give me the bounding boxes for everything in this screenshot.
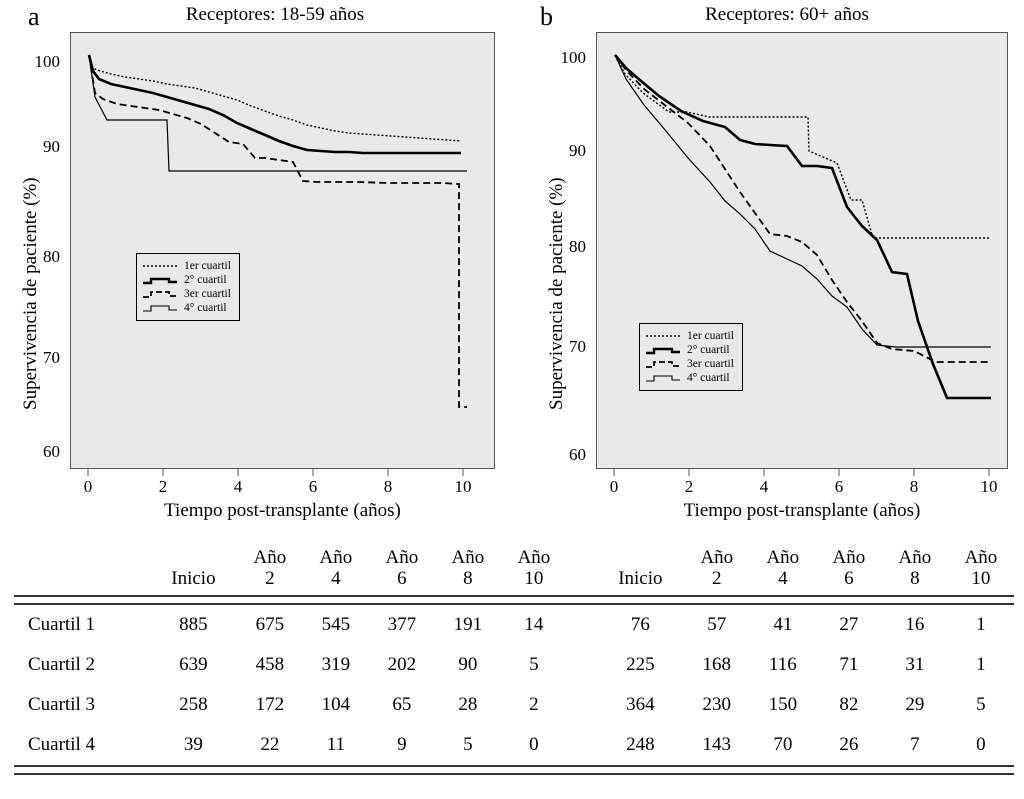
- table-cell: 1: [976, 654, 986, 675]
- legend-label: 4° cuartil: [184, 302, 227, 314]
- panel-a: [0, 0, 512, 545]
- legend-key-solid-thick-icon: [645, 344, 681, 356]
- table-header-cell: Año 4: [766, 547, 800, 589]
- table-row-label: Cuartil 1: [28, 614, 96, 635]
- table-cell: 639: [179, 654, 208, 675]
- panel-a-letter: a: [28, 2, 40, 31]
- table-cell: 319: [321, 654, 351, 675]
- panel-b-letter: b: [540, 2, 553, 31]
- panel-b-plot-area: [596, 32, 1008, 469]
- panel-a-xtick-2: 2: [158, 477, 168, 496]
- legend-item: [142, 301, 231, 315]
- table-row-label: Cuartil 3: [28, 694, 96, 715]
- legend-item: [645, 357, 734, 371]
- legend-item: [645, 329, 734, 343]
- table-cell: 0: [529, 734, 539, 755]
- table-cell: 16: [905, 614, 925, 635]
- table-cell: 9: [397, 734, 407, 755]
- panel-b-legend: [639, 323, 743, 391]
- table-cell: 7: [910, 734, 920, 755]
- table-column-gap: [567, 645, 597, 685]
- table-cell: 29: [905, 694, 925, 715]
- legend-key-dotted-icon: [142, 260, 178, 272]
- table-footer-rule: [14, 766, 1014, 774]
- legend-item: [645, 343, 734, 357]
- panel-a-xtick-6: 6: [308, 477, 318, 496]
- table-header-cell: Año 2: [253, 547, 287, 589]
- table-cell: 172: [255, 694, 285, 715]
- panel-b-xtick-8: 8: [909, 477, 919, 496]
- table-cell: 65: [392, 694, 412, 715]
- panel-a-ytick-90: 90: [43, 137, 60, 156]
- table-cell: 22: [260, 734, 280, 755]
- legend-item: [142, 259, 231, 273]
- panel-b-xtick-4: 4: [759, 477, 769, 496]
- panel-a-xtick-marks: [70, 469, 496, 477]
- table-cell: 26: [839, 734, 859, 755]
- panel-b-xtick-2: 2: [684, 477, 694, 496]
- table-header-cell: Año 2: [700, 547, 734, 589]
- table-cell: 76: [630, 614, 650, 635]
- table-header-cell: Año 6: [832, 547, 866, 589]
- table-cell: 90: [458, 654, 478, 675]
- panel-a-y-axis-label: Supervivencia de paciente (%): [20, 177, 41, 410]
- legend-key-solid-thin-icon: [142, 302, 178, 314]
- table-header-cell: Año 10: [517, 547, 551, 589]
- table-header-cell: Año 8: [451, 547, 485, 589]
- table-cell: 675: [255, 614, 285, 635]
- table-header-cell: Año 10: [964, 547, 998, 589]
- table-cell: 377: [387, 614, 417, 635]
- panel-a-ytick-70: 70: [43, 348, 60, 367]
- table-cell: 202: [387, 654, 417, 675]
- table-cell: 31: [905, 654, 925, 675]
- table-cell: 258: [179, 694, 208, 715]
- table-cell: 5: [976, 694, 986, 715]
- numbers-at-risk-table: [0, 545, 1024, 799]
- table-cell: 57: [707, 614, 727, 635]
- panel-b-xtick-marks: [596, 469, 1009, 477]
- panel-a-ytick-100: 100: [34, 52, 60, 71]
- table-header-rule: [14, 596, 1014, 604]
- panel-a-xtick-4: 4: [233, 477, 243, 496]
- table-column-gap: [567, 545, 597, 596]
- panel-a-x-axis-label: Tiempo post-transplante (años): [164, 500, 401, 521]
- legend-key-dashed-icon: [645, 358, 681, 370]
- panel-b-y-axis-label: Supervivencia de paciente (%): [546, 177, 567, 410]
- panel-a-ytick-80: 80: [43, 247, 60, 266]
- table-cell: 5: [463, 734, 473, 755]
- legend-label: 3er cuartil: [184, 288, 231, 300]
- table-column-gap: [567, 685, 597, 725]
- panel-b: [512, 0, 1024, 545]
- table-row: [14, 645, 1014, 685]
- panel-b-xtick-10: 10: [980, 477, 998, 496]
- panel-a-ytick-60: 60: [43, 442, 60, 461]
- table-cell: 116: [768, 654, 797, 675]
- table-row-label: Cuartil 2: [28, 654, 96, 675]
- panel-a-xtick-8: 8: [383, 477, 393, 496]
- panel-b-ytick-60: 60: [569, 445, 586, 464]
- table-cell: 143: [702, 734, 732, 755]
- legend-label: 1er cuartil: [184, 260, 231, 272]
- table-cell: 70: [773, 734, 793, 755]
- table-column-gap: [567, 725, 597, 766]
- table-cell: 82: [839, 694, 859, 715]
- table-row: [14, 604, 1014, 645]
- table-cell: 248: [626, 734, 655, 755]
- table-cell: 39: [183, 734, 203, 755]
- table-column-gap: [567, 604, 597, 645]
- legend-label: 2° cuartil: [184, 274, 227, 286]
- table-cell: 545: [321, 614, 351, 635]
- table-row: [14, 685, 1014, 725]
- table-cell: 191: [453, 614, 483, 635]
- table-header-rowlabel: [14, 545, 150, 596]
- table-cell: 5: [529, 654, 539, 675]
- panel-b-xtick-6: 6: [834, 477, 844, 496]
- panel-a-xtick-0: 0: [83, 477, 93, 496]
- table-cell: 2: [529, 694, 539, 715]
- table-cell: 150: [768, 694, 798, 715]
- table-cell: 364: [626, 694, 655, 715]
- legend-label: 1er cuartil: [687, 330, 734, 342]
- table-cell: 28: [458, 694, 478, 715]
- legend-key-solid-thick-icon: [142, 274, 178, 286]
- panel-b-xtick-0: 0: [609, 477, 619, 496]
- panel-a-legend: [136, 253, 240, 321]
- table-row: [14, 725, 1014, 766]
- table-cell: 168: [702, 654, 732, 675]
- legend-key-solid-thin-icon: [645, 372, 681, 384]
- panel-a-title: Receptores: 18-59 años: [185, 4, 365, 25]
- table-cell: 458: [255, 654, 285, 675]
- table-header-cell: Inicio: [171, 568, 216, 589]
- table-cell: 0: [976, 734, 986, 755]
- table-cell: 225: [626, 654, 655, 675]
- table-cell: 41: [773, 614, 793, 635]
- panel-b-title: Receptores: 60+ años: [705, 4, 869, 25]
- panel-a-xtick-10: 10: [454, 477, 472, 496]
- panel-b-ytick-100: 100: [560, 48, 586, 67]
- legend-item: [142, 287, 231, 301]
- legend-label: 3er cuartil: [687, 358, 734, 370]
- legend-item: [645, 371, 734, 385]
- panel-b-x-axis-label: Tiempo post-transplante (años): [683, 500, 921, 521]
- table-header-row: [14, 545, 1014, 596]
- legend-key-dashed-icon: [142, 288, 178, 300]
- table-cell: 104: [321, 694, 351, 715]
- panel-b-ytick-90: 90: [569, 141, 586, 160]
- table-row-label: Cuartil 4: [28, 734, 96, 755]
- table-cell: 11: [326, 734, 346, 755]
- table-header-cell: Año 4: [319, 547, 353, 589]
- table-header-cell: Inicio: [618, 568, 663, 589]
- table-cell: 230: [702, 694, 732, 715]
- panel-a-plot-area: [70, 32, 495, 469]
- panel-b-ytick-70: 70: [569, 337, 586, 356]
- legend-label: 4° cuartil: [687, 372, 730, 384]
- table-cell: 27: [839, 614, 859, 635]
- table-cell: 885: [179, 614, 208, 635]
- table-cell: 71: [839, 654, 859, 675]
- legend-label: 2° cuartil: [687, 344, 730, 356]
- table-cell: 1: [976, 614, 986, 635]
- table-cell: 14: [524, 614, 544, 635]
- table-header-cell: Año 6: [385, 547, 419, 589]
- panel-a-curves: [71, 33, 496, 470]
- table-header-cell: Año 8: [898, 547, 932, 589]
- panel-b-curves: [597, 33, 1009, 470]
- legend-key-dotted-icon: [645, 330, 681, 342]
- legend-item: [142, 273, 231, 287]
- panel-b-ytick-80: 80: [569, 237, 586, 256]
